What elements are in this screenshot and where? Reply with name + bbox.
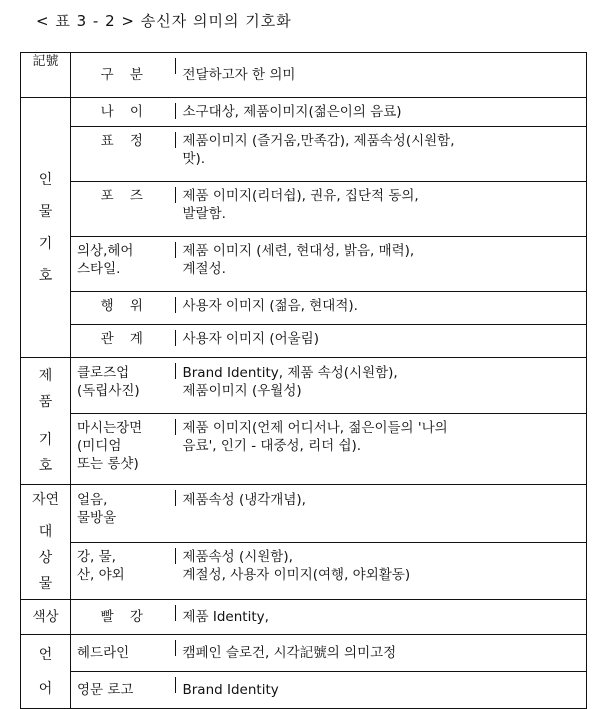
row-label: 포 즈: [71, 182, 179, 237]
row-label: 관 계: [71, 325, 179, 358]
row-label: 클로즈업 (독립사진): [71, 358, 179, 414]
row-label: 표 정: [71, 127, 179, 182]
row-label: 의상,헤어 스타일.: [71, 237, 179, 292]
category-nature-objects: 자연 대 상 물: [21, 485, 71, 600]
row-meaning: 사용자 이미지 (젊음, 현대적).: [179, 292, 587, 325]
row-meaning: 제품속성 (냉각개념),: [179, 485, 587, 543]
row-label: 나 이: [71, 98, 179, 127]
table-row: [21, 237, 587, 292]
table-row: [21, 672, 587, 709]
row-label: 행 위: [71, 292, 179, 325]
table-row: [21, 98, 587, 127]
semiotic-table: [20, 52, 587, 709]
category-product-sign: 제 품 기 호: [21, 358, 71, 485]
row-label: 강, 물, 산, 야외: [71, 543, 179, 600]
row-label: 빨 강: [71, 600, 179, 635]
table-row: [21, 635, 587, 672]
row-meaning: Brand Identity: [179, 672, 587, 709]
row-meaning: 제품이미지 (즐거움,만족감), 제품속성(시원함, 맛).: [179, 127, 587, 182]
row-meaning: 제품 이미지 (세련, 현대성, 밝음, 매력), 계절성.: [179, 237, 587, 292]
row-meaning: 제품 이미지(언제 어디서나, 젊은이들의 '나의 음료', 인기 - 대중성, 리더 쉽).: [179, 414, 587, 485]
table-row: [21, 485, 587, 543]
table-row: [21, 358, 587, 414]
row-meaning: 제품 Identity,: [179, 600, 587, 635]
table-row: [21, 292, 587, 325]
table-row: [21, 182, 587, 237]
table-row: [21, 414, 587, 485]
table-row: [21, 325, 587, 358]
category-person-sign: 인 물 기 호: [21, 98, 71, 358]
header-row: [21, 53, 587, 98]
row-meaning: Brand Identity, 제품 속성(시원함), 제품이미지 (우월성): [179, 358, 587, 414]
table-caption: < 표 3 - 2 > 송신자 의미의 기호화: [36, 12, 292, 30]
row-label: 마시는장면 (미디엄 또는 롱샷): [71, 414, 179, 485]
row-meaning: 캠페인 슬로건, 시각記號의 의미고정: [179, 635, 587, 672]
table-row: [21, 600, 587, 635]
header-symbol: 記號: [21, 53, 71, 98]
row-meaning: 사용자 이미지 (어울림): [179, 325, 587, 358]
header-meaning: 전달하고자 한 의미: [179, 53, 587, 98]
row-meaning: 제품속성 (시원함), 계절성, 사용자 이미지(여행, 야외활동): [179, 543, 587, 600]
row-meaning: 소구대상, 제품이미지(젊은이의 음료): [179, 98, 587, 127]
row-meaning: 제품 이미지(리더쉽), 권유, 집단적 동의, 발랄함.: [179, 182, 587, 237]
table-row: [21, 127, 587, 182]
category-color: 색상: [21, 600, 71, 635]
row-label: 얼음, 물방울: [71, 485, 179, 543]
row-label: 헤드라인: [71, 635, 179, 672]
category-language: 언 어: [21, 635, 71, 709]
table-row: [21, 543, 587, 600]
row-label: 영문 로고: [71, 672, 179, 709]
header-category: 구 분: [71, 53, 179, 98]
